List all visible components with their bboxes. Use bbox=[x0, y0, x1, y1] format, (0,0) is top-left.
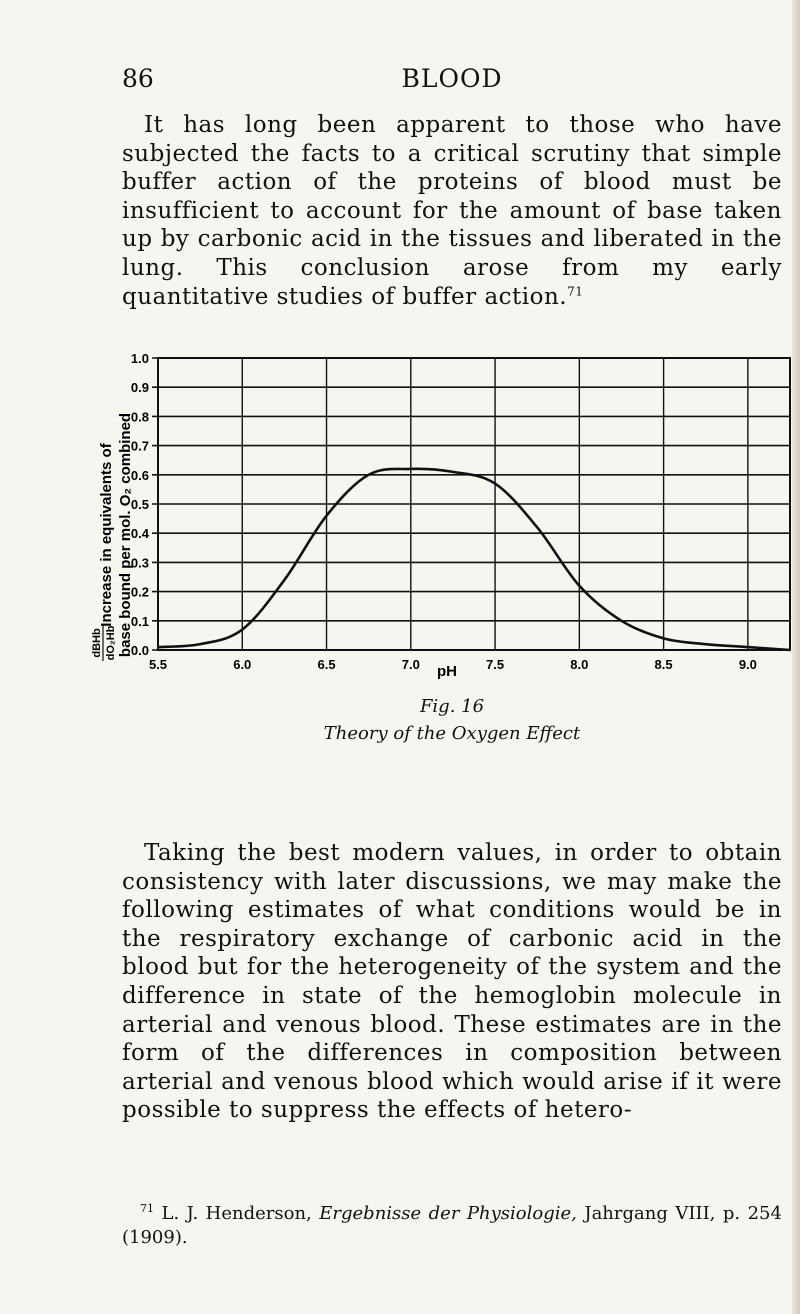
y-axis-title-line-1: Increase in equivalents of bbox=[98, 443, 115, 627]
running-head: BLOOD bbox=[401, 64, 503, 93]
footnote-mark: 71 bbox=[140, 1202, 154, 1215]
x-tick-label: 9.0 bbox=[738, 657, 757, 672]
y-axis-symbol bbox=[91, 625, 117, 661]
footnote-rest: Jahrgang VIII, p. 254 (1909). bbox=[122, 1203, 782, 1248]
figure-caption: Theory of the Oxygen Effect bbox=[323, 723, 581, 744]
y-axis-title bbox=[98, 413, 134, 657]
footnote-author: L. J. Henderson, bbox=[161, 1203, 312, 1224]
paragraph-1 bbox=[122, 111, 782, 311]
x-axis-title: pH bbox=[437, 663, 457, 680]
figure-label: Fig. 16 bbox=[419, 696, 485, 717]
y-tick-label: 0.2 bbox=[130, 584, 149, 600]
x-tick-label: 8.5 bbox=[654, 657, 673, 672]
y-tick-label: 0.0 bbox=[130, 643, 149, 658]
paragraph-2: Taking the best modern values, in order to obtain consistency with later discussions, we may make the following estimates of what conditions would be in the respiratory exchange of carbonic acid in the blood but for the heterogeneity of the system and the difference in state of the hemoglobin molecule in arterial and venous blood. These estimates are in the form of the differences in composition between arterial and venous blood which would arise if it were possible to suppress the effects of hetero- bbox=[122, 840, 782, 1124]
y-axis-title-line-2: base bound per mol. O₂ combined bbox=[117, 412, 134, 658]
footnote-journal: Ergebnisse der Physiologie, bbox=[319, 1203, 577, 1224]
footnote-reference: 71 bbox=[567, 283, 584, 298]
x-tick-label: 7.0 bbox=[401, 657, 420, 672]
x-tick-label: 6.0 bbox=[233, 657, 252, 672]
page-header bbox=[122, 64, 782, 100]
y-axis-symbol-bottom: dO₂Hb bbox=[105, 625, 117, 661]
x-tick-label: 7.5 bbox=[486, 657, 505, 672]
footnote bbox=[122, 1202, 782, 1250]
oxygen-effect-chart bbox=[78, 340, 792, 685]
y-tick-label: 0.8 bbox=[130, 409, 149, 425]
series-curve bbox=[158, 469, 790, 650]
y-tick-label: 0.5 bbox=[130, 497, 149, 512]
y-tick-label: 1.0 bbox=[130, 351, 149, 366]
y-tick-label: 0.4 bbox=[130, 526, 149, 542]
y-tick-label: 0.9 bbox=[130, 380, 149, 396]
y-tick-label: 0.7 bbox=[130, 438, 149, 454]
y-tick-label: 0.1 bbox=[130, 613, 149, 629]
y-tick-label: 0.3 bbox=[130, 555, 149, 571]
x-tick-label: 6.5 bbox=[317, 657, 336, 672]
page-number: 86 bbox=[122, 64, 154, 93]
page-edge bbox=[792, 0, 800, 1314]
x-tick-label: 5.5 bbox=[148, 657, 168, 672]
chart-grid bbox=[152, 358, 790, 650]
x-tick-label: 8.0 bbox=[570, 657, 589, 672]
paragraph-1-text: It has long been apparent to those who have subjected the facts to a critical scrutiny that simple buffer action of the proteins of blood must be insufficient to account for the amount of base taken up by carbonic acid in the tissues and liberated in the lung. This conclusion arose from my early quantitative studies of buffer action. bbox=[122, 112, 782, 310]
y-axis-symbol-top: dBHb bbox=[91, 628, 103, 658]
y-tick-label: 0.6 bbox=[130, 467, 149, 483]
